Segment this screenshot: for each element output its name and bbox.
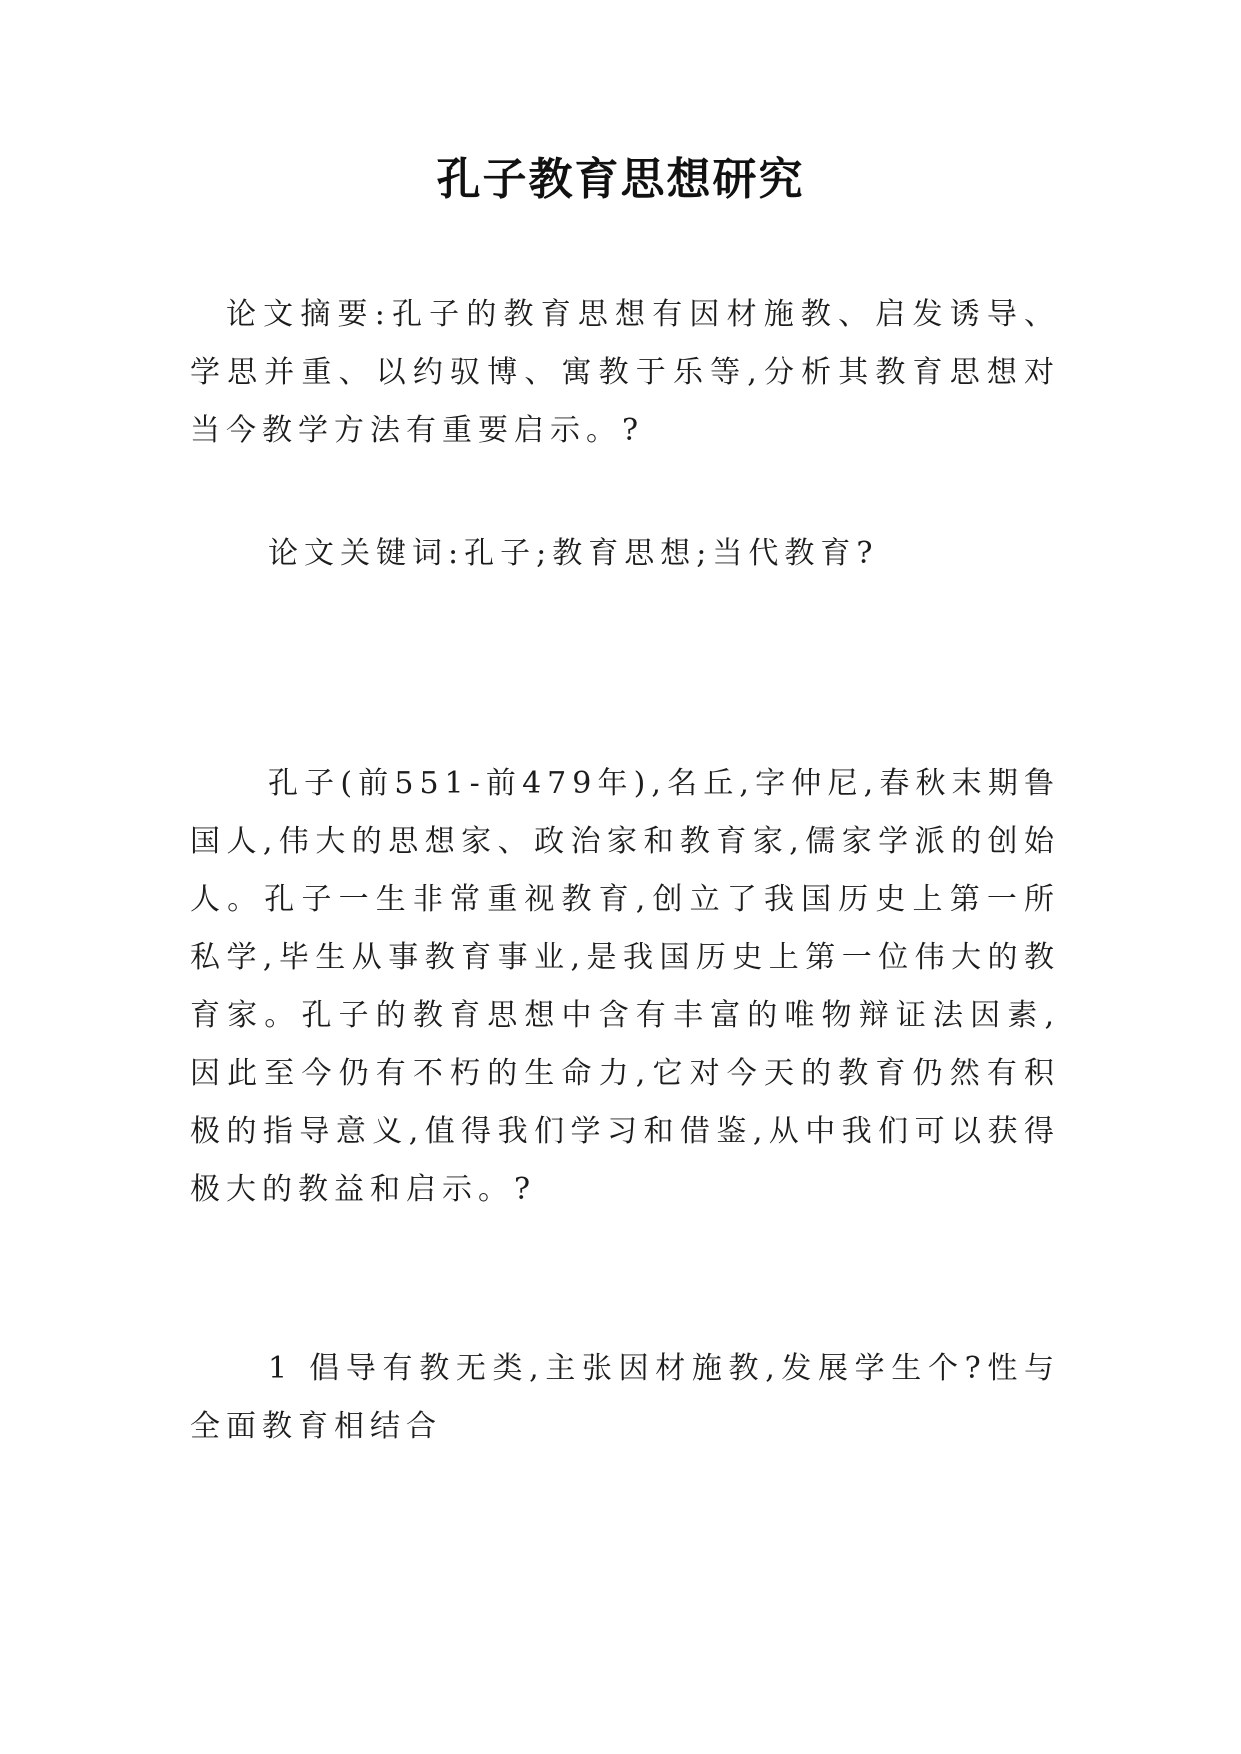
keywords-paragraph: 论文关键词:孔子;教育思想;当代教育?: [268, 536, 879, 571]
abstract-paragraph: 论文摘要:孔子的教育思想有因材施教、启发诱导、学思并重、以约驭博、寓教于乐等,分析其教育思想对当今教学方法有重要启示。?: [190, 297, 1060, 448]
section-heading: 1 倡导有教无类,主张因材施教,发展学生个?性与全面教育相结合: [190, 1351, 1060, 1444]
page-title: 孔子教育思想研究: [436, 154, 805, 205]
intro-paragraph: 孔子(前551-前479年),名丘,字仲尼,春秋末期鲁国人,伟大的思想家、政治家和教育家,儒家学派的创始人。孔子一生非常重视教育,创立了我国历史上第一所私学,毕生从事教育事业,是我国历史上第一位伟大的教育家。孔子的教育思想中含有丰富的唯物辩证法因素,因此至今仍有不朽的生命力,它对今天的教育仍然有积极的指导意义,值得我们学习和借鉴,从中我们可以获得极大的教益和启示。?: [190, 766, 1060, 1207]
